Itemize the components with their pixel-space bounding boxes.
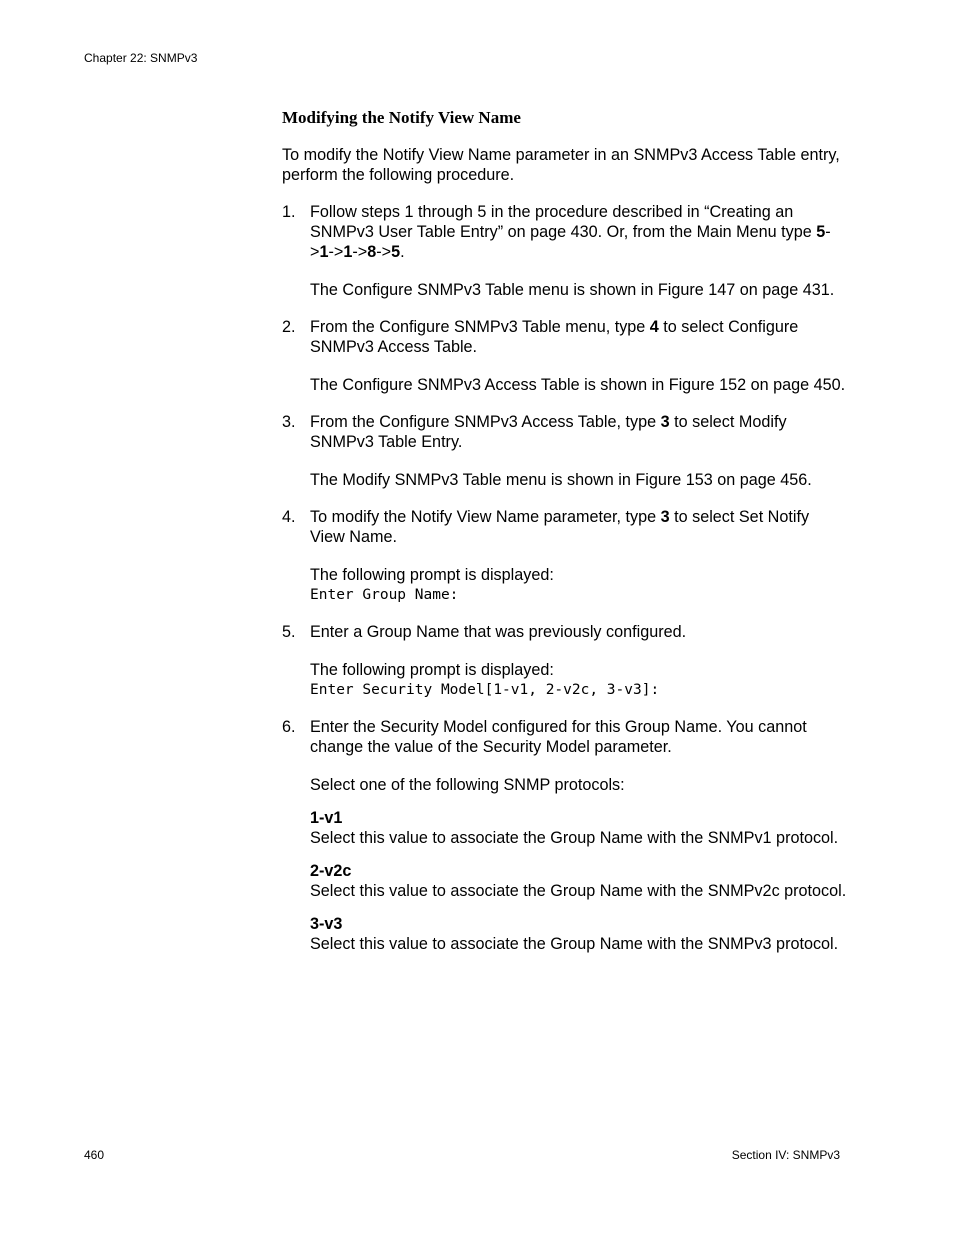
option-description: Select this value to associate the Group Name with the SNMPv1 protocol. xyxy=(310,829,839,847)
page-content xyxy=(282,108,847,971)
key-value: 4 xyxy=(649,318,659,336)
prompt-code: Enter Security Model[1-v1, 2-v2c, 3-v3]: xyxy=(310,682,660,698)
menu-path-key: 1 xyxy=(319,243,329,261)
intro-paragraph: To modify the Notify View Name parameter in an SNMPv3 Access Table entry, perform the following procedure. xyxy=(282,146,840,184)
step-2 xyxy=(282,317,847,395)
step-text: Follow steps 1 through 5 in the procedure described in “Creating an SNMPv3 User Table Entry” on page 430. Or, from the Main Menu type 5->1->1->8->5. xyxy=(310,203,831,261)
step-text: To modify the Notify View Name parameter, type 3 to select Set Notify View Name. xyxy=(310,508,810,546)
step-number: 1. xyxy=(282,203,296,221)
protocol-option xyxy=(310,808,847,848)
option-label: 3-v3 xyxy=(310,915,343,933)
step-number: 3. xyxy=(282,413,296,431)
running-footer-section: Section IV: SNMPv3 xyxy=(731,1148,840,1162)
step-text: From the Configure SNMPv3 Access Table, type 3 to select Modify SNMPv3 Table Entry. xyxy=(310,413,787,451)
step-1 xyxy=(282,202,847,300)
protocol-option xyxy=(310,914,847,954)
prompt-code: Enter Group Name: xyxy=(310,587,459,603)
section-heading: Modifying the Notify View Name xyxy=(282,108,521,127)
step-3 xyxy=(282,412,847,490)
option-label: 1-v1 xyxy=(310,809,343,827)
step-note: The Configure SNMPv3 Access Table is shown in Figure 152 on page 450. xyxy=(310,376,846,394)
step-note: Select one of the following SNMP protocols: xyxy=(310,776,625,794)
option-description: Select this value to associate the Group Name with the SNMPv2c protocol. xyxy=(310,882,847,900)
running-header: Chapter 22: SNMPv3 xyxy=(84,51,198,65)
step-number: 2. xyxy=(282,318,296,336)
step-text: Enter the Security Model configured for this Group Name. You cannot change the value of the Security Model parameter. xyxy=(310,718,807,756)
key-value: 3 xyxy=(660,413,670,431)
step-number: 6. xyxy=(282,718,296,736)
step-6 xyxy=(282,717,847,954)
step-5 xyxy=(282,622,847,700)
page-number: 460 xyxy=(84,1148,105,1162)
step-note: The Modify SNMPv3 Table menu is shown in Figure 153 on page 456. xyxy=(310,471,812,489)
step-note: The Configure SNMPv3 Table menu is shown in Figure 147 on page 431. xyxy=(310,281,835,299)
menu-path-key: 1 xyxy=(343,243,353,261)
step-number: 4. xyxy=(282,508,296,526)
step-note: The following prompt is displayed: xyxy=(310,661,554,679)
step-number: 5. xyxy=(282,623,296,641)
menu-path-key: 8 xyxy=(367,243,377,261)
option-label: 2-v2c xyxy=(310,862,352,880)
option-description: Select this value to associate the Group Name with the SNMPv3 protocol. xyxy=(310,935,839,953)
step-text: From the Configure SNMPv3 Table menu, type 4 to select Configure SNMPv3 Access Table. xyxy=(310,318,799,356)
key-value: 3 xyxy=(660,508,670,526)
step-4 xyxy=(282,507,847,605)
protocol-option xyxy=(310,861,847,901)
menu-path-key: 5 xyxy=(391,243,401,261)
menu-path-key: 5 xyxy=(816,223,826,241)
step-text: Enter a Group Name that was previously configured. xyxy=(310,623,687,641)
step-note: The following prompt is displayed: xyxy=(310,566,554,584)
